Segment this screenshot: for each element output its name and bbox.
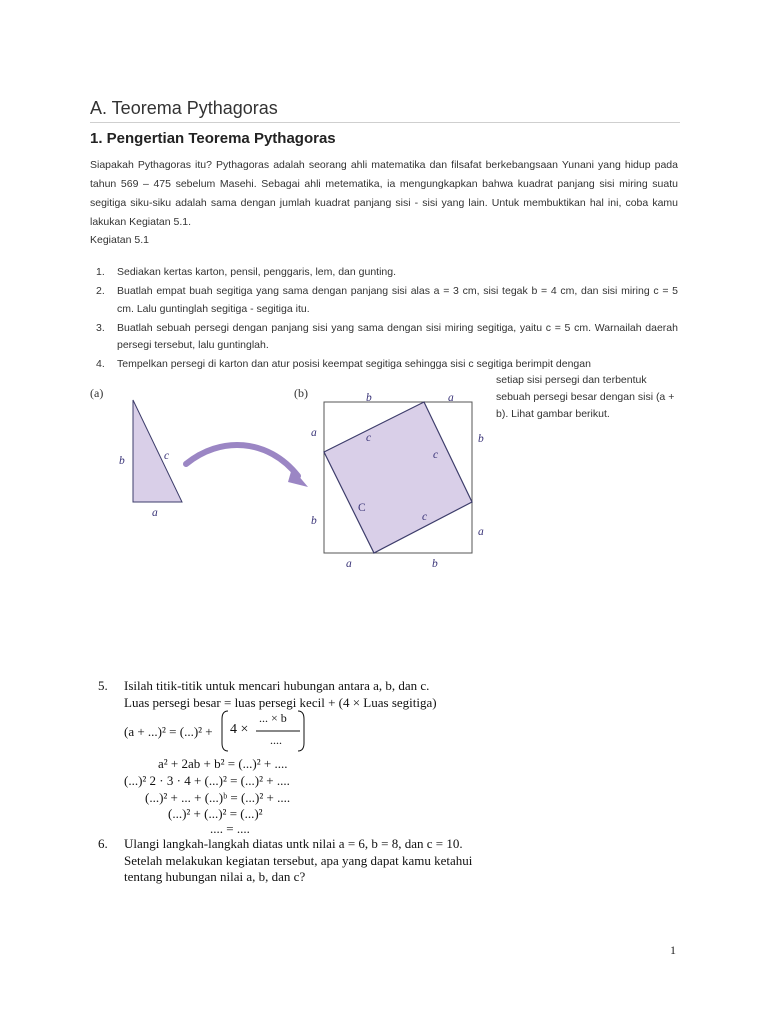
figure-label-a: (a) [90,386,104,400]
step-text: Buatlah empat buah segitiga yang sama dengan panjang sisi alas a = 3 cm, sisi tegak b = 4 cm, dan sisi miring c = 5 cm. Lalu guntinglah segitiga - segitiga itu. [117,285,678,315]
outer-bottom-a-label: a [346,558,352,570]
outer-right-b-label: b [478,433,484,445]
inner-side-c-label: c [433,449,439,461]
exercise-number: 6. [98,836,108,851]
outer-left-a-label: a [311,427,317,439]
section-divider [90,122,680,123]
inner-side-c-label: c [422,511,428,523]
triangle-side-b-label: b [119,455,125,467]
equation-line-5: (...)² + (...)² = (...)² [168,806,263,821]
equation-line-2: a² + 2ab + b² = (...)² + .... [158,756,288,771]
step-4-continuation: setiap sisi persegi dan terbentuk sebuah persegi besar dengan sisi (a + b). Lihat gambar berikut. [496,374,675,420]
equation-line-4: (...)² + ... + (...)ᵇ = (...)² + .... [145,790,291,805]
exercise-6-line-2: Setelah melakukan kegiatan tersebut, apa yang dapat kamu ketahui [124,853,473,868]
subsection-title: 1. Pengertian Teorema Pythagoras [90,130,336,147]
transform-arrow [186,445,298,476]
outer-right-a-label: a [478,526,484,538]
step-text: Tempelkan persegi di karton dan atur posisi keempat segitiga sehingga sisi c segitiga berimpit dengan [117,358,591,370]
step-item [96,356,678,374]
outer-top-b-label: b [366,392,372,404]
step-number: 3. [96,321,105,334]
step-item [96,264,678,282]
step-item [96,283,678,318]
page-number: 1 [670,943,676,957]
outer-bottom-b-label: b [432,558,438,570]
step-text: Buatlah sebuah persegi dengan panjang sisi yang sama dengan sisi miring segitiga, yaitu c = 5 cm. Warnailah daerah persegi tersebut, lalu guntinglah. [117,321,678,351]
inner-side-c-label: C [358,502,366,514]
left-bracket [222,711,228,751]
step-item [96,320,678,355]
exercise-6-line-3: tentang hubungan nilai a, b, dan c? [124,869,306,884]
step-text: Sediakan kertas karton, pensil, penggaris, lem, dan gunting. [117,266,397,278]
exercise-title: Isilah titik-titik untuk mencari hubungan antara a, b, dan c. [124,678,430,693]
outer-left-b-label: b [311,515,317,527]
step-number: 4. [96,358,105,370]
figure-label-b: (b) [294,386,308,400]
equation-line-3: (...)² 2 · 3 · 4 + (...)² = (...)² + .... [124,773,290,788]
inner-side-c-label: c [366,432,372,444]
equation-line-1: (a + ...)² = (...)² + [124,724,213,739]
activity-steps [96,264,678,375]
section-title: A. Teorema Pythagoras [90,98,278,118]
right-triangle [133,400,182,502]
pythagoras-figure [100,390,500,580]
exercise-number: 5. [98,678,108,693]
step-number: 1. [96,266,105,278]
activity-label: Kegiatan 5.1 [90,234,149,246]
area-formula: Luas persegi besar = luas persegi kecil + (4 × Luas segitiga) [124,695,437,710]
outer-top-a-label: a [448,392,454,404]
four-times: 4 × [230,722,249,737]
fraction-denominator: .... [270,733,282,747]
step-number: 2. [96,285,105,297]
triangle-side-a-label: a [152,507,158,519]
equation-line-6: .... = .... [210,821,250,836]
triangle-side-c-label: c [164,450,170,462]
fraction-numerator: ... × b [259,711,287,725]
exercise-6-line-1: Ulangi langkah-langkah diatas untk nilai a = 6, b = 8, dan c = 10. [124,836,463,851]
intro-paragraph: Siapakah Pythagoras itu? Pythagoras adalah seorang ahli matematika dan filsafat berkebangsaan Yunani yang hidup pada tahun 569 – 475 sebelum Masehi. Sebagai ahli metematika, ia mengungkapkan bahwa kuadrat panjang sisi miring suatu segitiga siku-siku adalah sama dengan jumlah kuadrat panjang sisi - sisi yang lain. Untuk membuktikan hal ini, coba kamu lakukan Kegiatan 5.1. [90,159,678,228]
